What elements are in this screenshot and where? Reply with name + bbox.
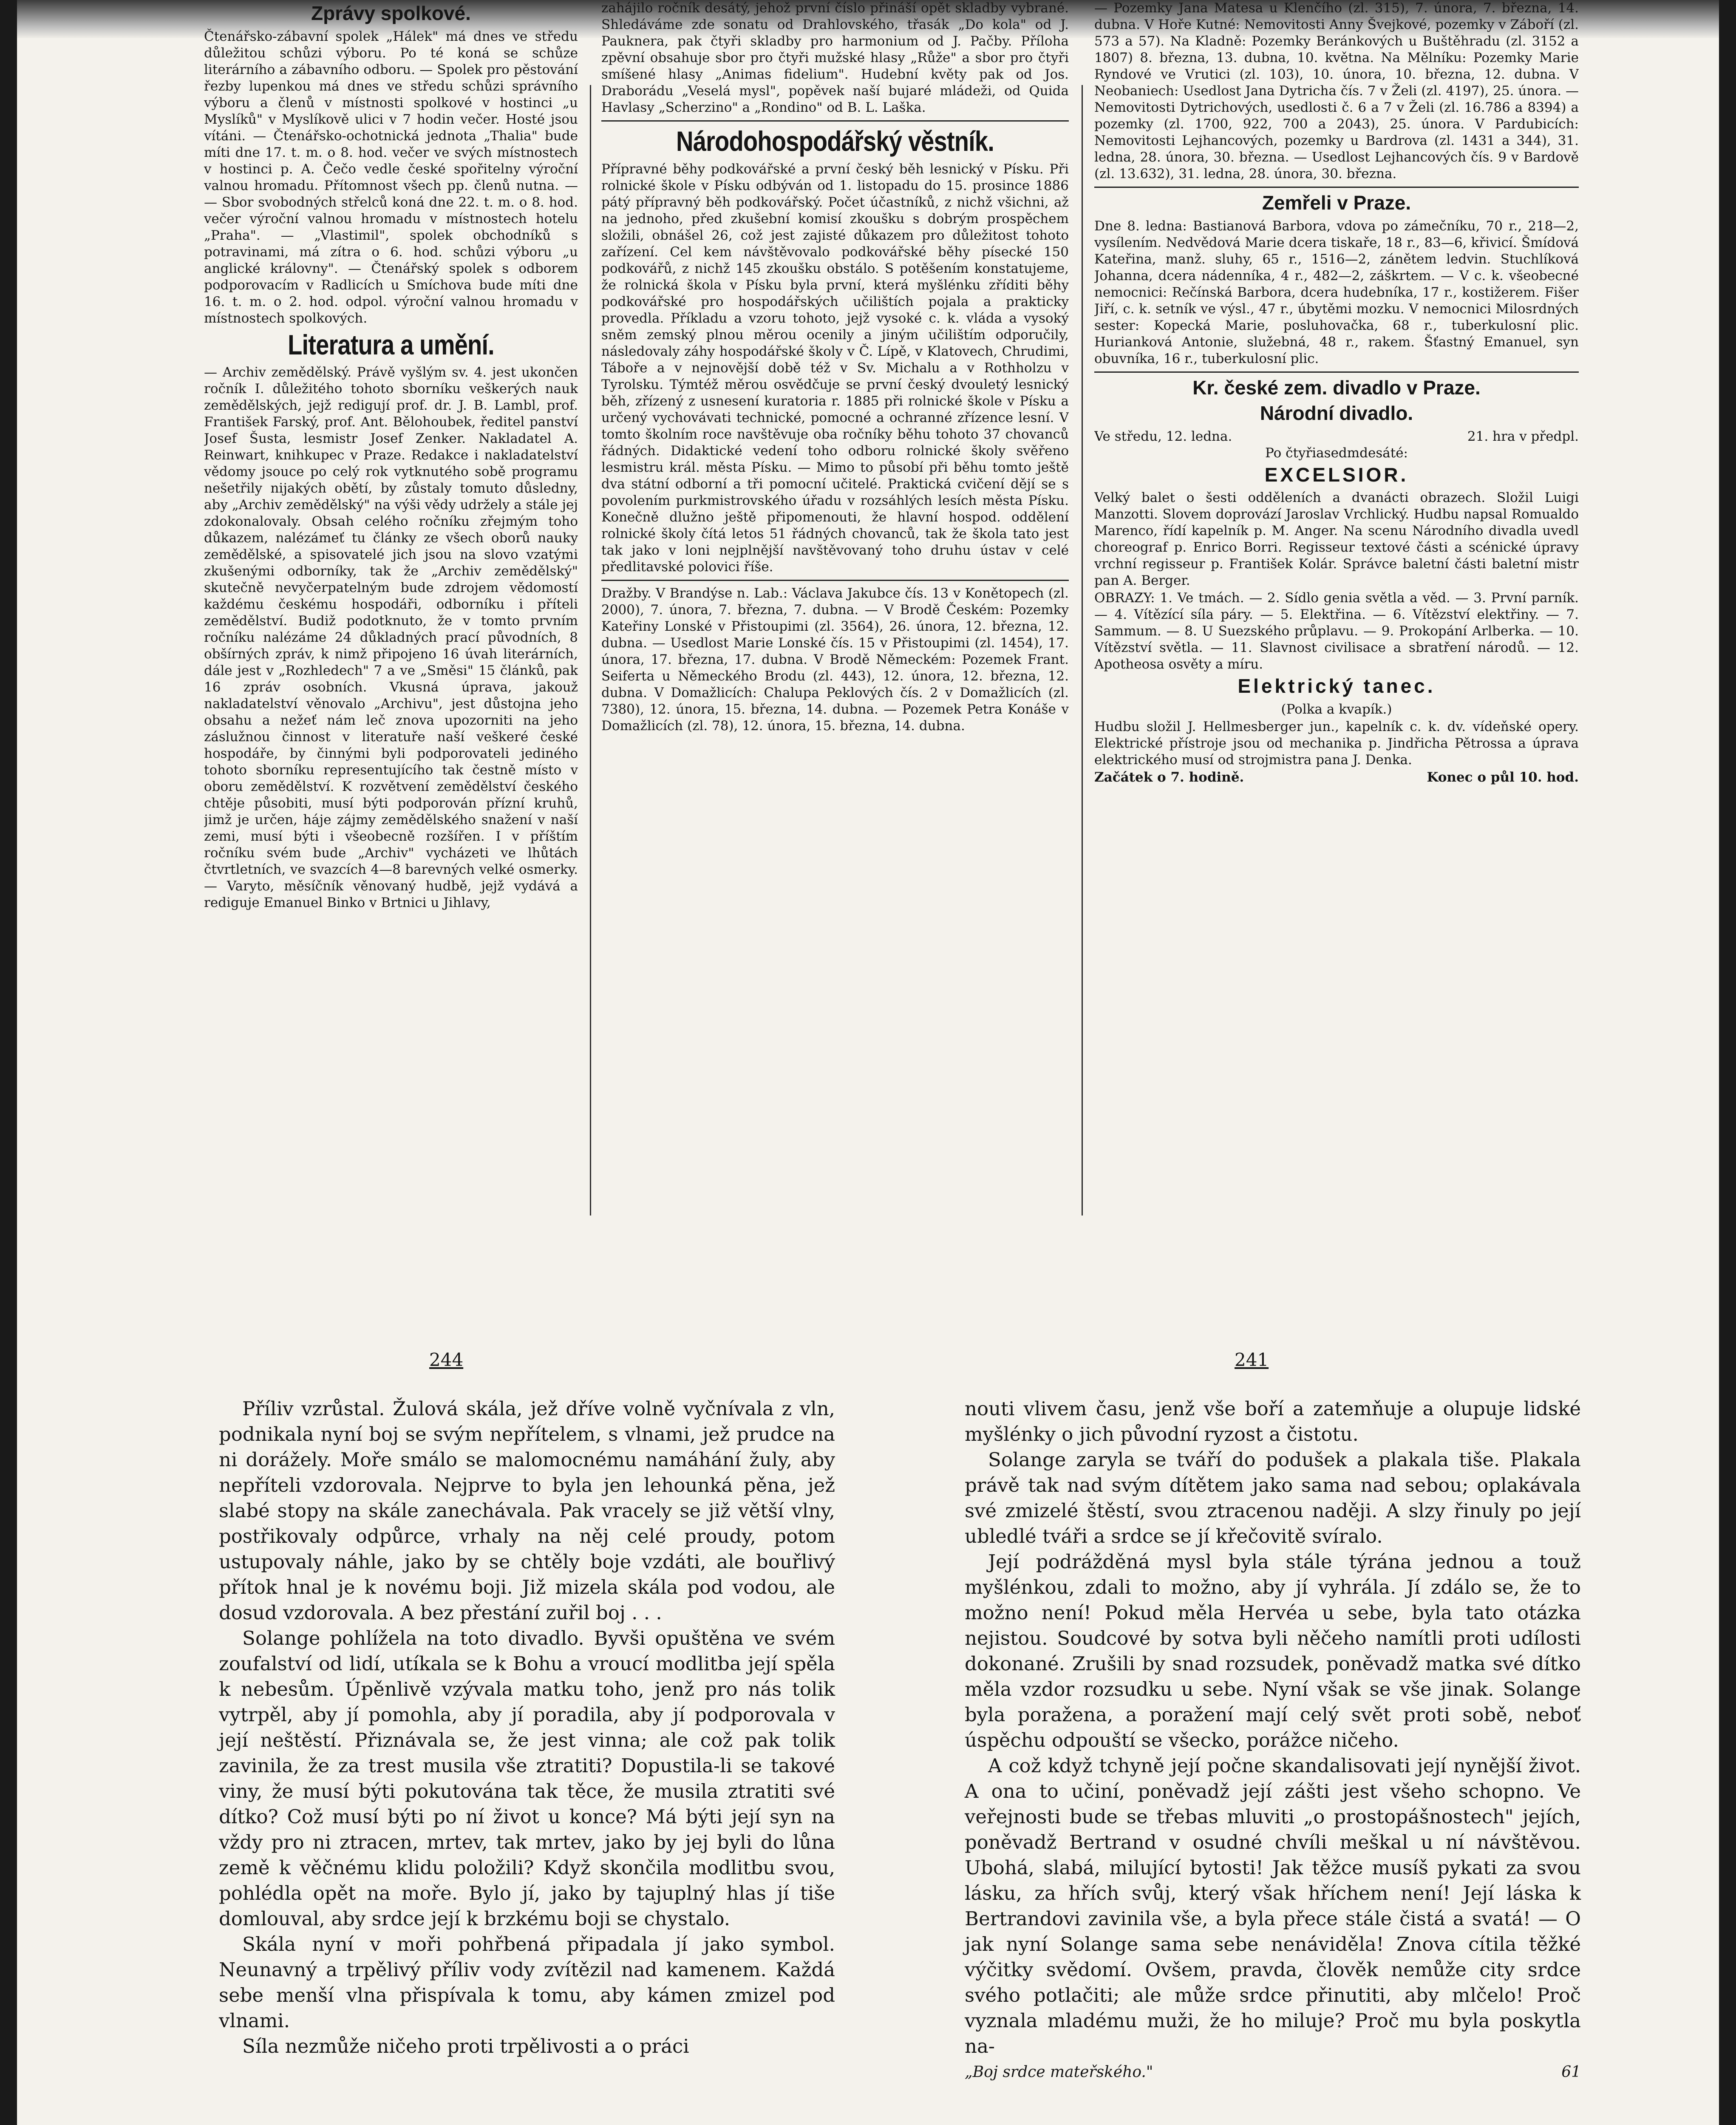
elektricky-tanec-text: Hudbu složil J. Hellmesberger jun., kapelník c. k. dv. vídeňské opery. Elektrické přístroje jsou od mechanika p. Jindřicha Pětrossa a úprava elektrického musí od strojmistra pana J. Denka. [1094, 719, 1579, 768]
divadlo-date: Ve středu, 12. ledna. [1094, 428, 1232, 444]
book-page-left [219, 1396, 835, 2059]
elektricky-tanec-subtitle: (Polka a kvapík.) [1281, 701, 1392, 717]
book-right-paragraph-2: Solange zaryla se tváří do podušek a plakala tiše. Plakala právě tak nad svým dítětem jako sama nad sebou; oplakávala své zmizelé štěstí, svou ztracenou naději. A slzy řinuly po její ubledlé tváři a srdce se jí křečovitě svíralo. [965, 1448, 1581, 1547]
divadlo-reprise: Po čtyřiasedmdesáté: [1265, 445, 1408, 461]
scan-border-left [0, 0, 17, 2125]
zemreli-text: Dne 8. ledna: Bastianová Barbora, vdova po zámečníku, 70 r., 218—2, vysílením. Nedvědová Marie dcera tiskaře, 18 r., 83—6, křivicí. Šmídová Kateřina, manž. sluhy, 65 r., 1516—2, zánětem ledvin. Stuchlíková Johanna, dcera nádenníka, 4 r., 482—2, záškrtem. — V c. k. všeobecné nemocnici: Rečínská Barbora, dcera hudebníka, 17 r., kostižerem. Fišer Jiří, c. k. setník ve výsl., 47 r., úbytěmi mozku. V nemocnici Milosrdných sester: Kopecká Marie, posluhovačka, 68 r., tuberkulosní plic. Hurianková Antonie, služebná, 48 r., rakem. Šťastný Emanuel, syn obuvníka, 16 r., tuberkulosní plic. [1094, 218, 1579, 366]
excelsior-text: Velký balet o šesti odděleních a dvanácti obrazech. Složil Luigi Manzotti. Slovem doprovází Jaroslav Vrchlický. Hudbu napsal Romualdo Marenco, řídí kapelník p. M. Anger. Na scenu Národního divadla uvedl choreograf p. Enrico Borri. Regisseur textové části a scénické úpravy vrchní regisseur p. František Kolár. Správce baletní části baletní mistr pan A. Berger. [1094, 490, 1579, 589]
column-rule-2 [1082, 85, 1083, 1216]
section-divider [1094, 187, 1579, 188]
section-divider [601, 580, 1069, 581]
zacatek: Začátek o 7. hodině. [1094, 769, 1244, 785]
book-left-paragraph-4: Síla nezmůže ničeho proti trpělivosti a o práci [242, 2035, 689, 2057]
elektricky-tanec-title: Elektrický tanec. [1238, 675, 1436, 697]
book-right-paragraph-3: Její podrážděná mysl byla stále týrána jednou a touž myšlénkou, zdali to možno, aby jí vyhrála. Jí zdálo se, že to možno není! Pokud měla Hervéa u sebe, byla tato otázka nejistou. Soudcové by sotva byli něčeho namítli proti udílosti dokonané. Zrušili by snad rozsudek, poněvadž matka své dítko měla vzdor rozsudku u sebe. Nyní však se vše jinak. Solange byla poražena, a poražení mají celý svět proti sobě, neboť úspěchu odpouští se všecko, porážce ničeho. [965, 1550, 1581, 1751]
page-number-right: 241 [1235, 1349, 1269, 1370]
newspaper-column-1 [204, 0, 578, 1126]
narodohospodarsky-text: Přípravné běhy podkovářské a první český běh lesnický v Písku. Při rolnické škole v Písku odbýván od 1. listopadu do 15. prosince 1886 pátý přípravný běh podkovářský. Počet účastníků, z nichž všichni, až na jednoho, před zkušební komisí zkoušku s dobrým prospěchem složili, obnášel 26, což jest zajisté důkazem pro důležitost tohoto zařízení. Cel kem návštěvovalo podkovářské běhy písecké 150 podkovářů, z nichž 145 zkoušku obstálo. S potěšením konstatujeme, že rolnická škola v Písku byla první, která myšlénku zříditi běhy podkovářské pro hospodářských učilištích pojala a prakticky provedla. Příkladu a vzoru tohoto, jejž vysoké c. k. vláda a vysoký sněm zemský plnou měrou ocenily a jiným učilištím odporučily, následovaly záhy hospodářské školy v Č. Lípě, v Klatovech, Chrudimi, Táboře a v nejnovější době též v Sv. Michalu a v Rothholzu v Tyrolsku. Týmtéž měrou osvědčuje se první český dvouletý lesnický běh, zřízený z usnesení kuratoria r. 1885 při rolnické škole v Písku a určený vychovávati technické, pomocné a ochranné zřízence lesní. V tomto školním roce navštěvuje oba ročníky běhu tohoto 37 chovanců řádných. Didaktické vedení toho odboru rolnické školy svěřeno lesmistru král. města Písku. — Mimo to působí při běhu tomto ještě dva státní odborní a tři pomocní učitelé. Praktická cvičení dějí se s povolením purkmistrovského úřadu v rozsáhlých lesích města Písku. Konečně dlužno ještě připomenouti, že hlavní hospod. oddělení rolnické školy čítá letos 51 řádných chovanců, tak že škola tato jest tak jako v loni nejplnější navštěvovaný toho druhu ústav v celé předlitavské polovici říše. [601, 161, 1069, 575]
book-right-paragraph-1: nouti vlivem času, jenž vše boří a zatemňuje a olupuje lidské myšlénky o jich původní ryzost a čistotu. [965, 1397, 1581, 1445]
drazby-text: Dražby. V Brandýse n. Lab.: Václava Jakubce čís. 13 v Konětopech (zl. 2000), 7. února, 7. března, 7. dubna. — V Brodě Českém: Pozemky Kateřiny Lonské v Přistoupimi (zl. 3564), 26. února, 12. března, 12. dubna. — Usedlost Marie Lonské čís. 15 v Přistoupimi (zl. 1454), 17. února, 17. března, 17. dubna. V Brodě Německém: Pozemek Frant. Seiferta u Německého Brodu (zl. 443), 12. února, 12. března, 12. dubna. V Domažlicích: Chalupa Peklových čís. 2 v Domažlicích (zl. 7380), 12. února, 15. března, 14. dubna. — Pozemek Petra Konáše v Domažlicích (zl. 78), 12. února, 15. března, 14. dubna. [601, 585, 1069, 734]
section-divider [1094, 371, 1579, 373]
book-left-paragraph-2: Solange pohlížela na toto divadlo. Byvši opuštěna ve svém zoufalství od lidí, utíkala se k Bohu a vroucí modlitba její spěla k nebesům. Úpěnlivě vzývala matku toho, jenž pro nás tolik vytrpěl, aby jí pomohla, aby jí poradila, aby jí podporovala v její neštěstí. Přiznávala se, že jest vinna; ale což pak tolik zavinila, že za trest musila vše ztratiti? Dopustila-li se takové viny, že musí býti pokutována tak těce, že musila ztratiti své dítko? Což musí býti po ní život u konce? Má býti její syn na vždy pro ni ztracen, mrtev, tak mrtev, jako by jej byli do lůna země k věčnému klidu položili? Když skončila modlitbu svou, pohlédla opět na moře. Bylo jí, jako by tajuplný hlas jí tiše domlouval, aby srdce její k brzkému boji se chystalo. [219, 1627, 835, 1930]
obrazy-text: OBRAZY: 1. Ve tmách. — 2. Sídlo genia světla a věd. — 3. První parník. — 4. Vítězící síla páry. — 5. Elektřina. — 6. Vítězství elektřiny. — 7. Sammum. — 8. U Suezského průplavu. — 9. Prokopání Arlberka. — 10. Vítězství světla. — 11. Slavnost civilisace a sbratření národů. — 12. Apotheosa osvěty a míru. [1094, 590, 1579, 672]
divadlo-heading: Kr. české zem. divadlo v Praze. [1192, 376, 1481, 399]
varyto-continuation: zahájilo ročník desátý, jehož první číslo přináší opět skladby vybrané. Shledáváme zde sonatu od Drahlovského, třasák „Do kola" od J. Pauknera, pak čtyři skladby pro harmonium od J. Pačby. Příloha zpěvní obsahuje sbor pro čtyři mužské hlasy „Růže" a sbor pro čtyři smíšené hlasy „Animas fidelium". Hudební květy pak od Jos. Draborádu „Veselá mysl", popěvek naší bujaré mládeži, od Quida Havlasy „Scherzino" a „Rondino" od B. L. Laška. [601, 0, 1069, 115]
newspaper-column-2 [601, 0, 1069, 1126]
konec: Konec o půl 10. hod. [1427, 769, 1579, 785]
newspaper-column-3 [1094, 0, 1579, 1126]
column-rule-1 [590, 85, 591, 1216]
section-divider [601, 120, 1069, 122]
narodni-divadlo-heading: Národní divadlo. [1260, 402, 1413, 425]
zpravy-spolkove-text: Čtenářsko-zábavní spolek „Hálek" má dnes ve středu důležitou schůzi výboru. Po té koná se schůze literárního a zábavního odboru. — Spolek pro pěstování řezby lupenkou má dnes ve středu schůzi správního výboru a členů v místnosti spolkové v hostinci „u Myslíků" v Myslíkově ulici v 7 hodin večer. Hosté jsou vítáni. — Čtenářsko-ochotnická jednota „Thalia" bude míti dne 17. t. m. o 8. hod. večer ve svých místnostech v hostinci p. A. Čečo vedle české spořitelny výroční valnou hromadu. Přítomnost všech pp. členů nutna. — — Sbor svobodných střelců koná dne 22. t. m. o 8. hod. večer výroční valnou hromadu v místnostech hotelu „Praha". — „Vlastimil", spolek obchodníků s potravinami, má zítra o 6. hod. schůzi výboru „u anglické královny". — Čtenářský spolek s odborem podporovacím v Radlicích u Smíchova bude míti dne 16. t. m. o 2. hod. odpol. výroční valnou hromadu v místnostech spolkových. [204, 28, 578, 326]
divadlo-predplatne: 21. hra v předpl. [1467, 428, 1579, 444]
page-number-left: 244 [429, 1349, 464, 1370]
book-left-paragraph-1: Příliv vzrůstal. Žulová skála, jež dříve volně vyčnívala z vln, podnikala nyní boj se svým nepřítelem, s vlnami, jež prudce na ni dorážely. Moře smálo se malomocnému namáhání žuly, aby nepříteli vzdorovala. Nejprve to byla jen lehounká pěna, jež slabé stopy na skále zanechávala. Pak vracely se již větší vlny, postřikovaly odpůrce, vrhaly na něj celé proudy, potom ustupovaly náhle, jako by se chtěly boje vzdáti, ale bouřlivý přítok hnal je k novému boji. Již mizela skála pod vodou, ale dosud vzdorovala. A bez přestání zuřil boj . . . [219, 1397, 835, 1624]
excelsior-title: EXCELSIOR. [1264, 463, 1409, 486]
book-right-paragraph-4: A což když tchyně její počne skandalisovati její nynější život. A ona to učiní, poněvadž její zášti jest všeho schopno. Ve veřejnosti bude se třebas mluviti „o prostopášnostech" jejích, poněvadž Bertrand v osudné chvíli meškal u ní návštěvou. Ubohá, slabá, milující bytosti! Jak těžce musíš pykati za svou lásku, za hřích svůj, který však hříchem není! Její láska k Bertrandovi zavinila vše, a byla přece stále čistá a svatá! — O jak nyní Solange sama sebe nenáviděla! Znova cítila těžké výčitky svědomí. Ovšem, pravda, člověk nemůže city srdce svého potlačiti; ale může srdce přinutiti, aby mlčelo! Proč vyznala mladému muži, že ho miluje? Proč mu byla poskytla na- [965, 1754, 1581, 2057]
zpravy-spolkove-heading: Zprávy spolkové. [311, 2, 471, 24]
zemreli-heading: Zemřeli v Praze. [1262, 192, 1411, 214]
literatura-heading: Literatura a umění. [288, 329, 494, 360]
book-footer-title: „Boj srdce mateřského." [965, 2063, 1153, 2081]
book-footer [965, 2063, 1581, 2081]
scan-border-right [1719, 0, 1736, 2125]
narodohospodarsky-heading: Národohospodářský věstník. [676, 125, 994, 157]
divadlo-time-row [1094, 769, 1579, 786]
literatura-text: — Archiv zemědělský. Právě vyšlým sv. 4. jest ukončen ročník I. důležitého tohoto sborníku veškerých nauk zemědělských, jejž redigují prof. dr. J. B. Lambl, prof. František Farský, prof. Ant. Bělohoubek, ředitel panství Josef Šusta, lesmistr Josef Zenker. Nakladatel A. Reinwart, knihkupec v Praze. Redakce i nakladatelství vědomy jsouce po celý rok vytknutého sobě programu nešetřily nijakých obětí, by zůstaly tomuto důsledny, aby „Archiv zemědělský" na výši vědy udržely a stále jej zdokonalovaly. Obsah celého ročníku zřejmým toho důkazem, nalézámeť tu články ze všech oborů nauky zemědělské, a spisovatelé jich jsou na slovo vzatými zkušenými odborníky, tak že „Archiv zemědělský" skutečně nevyčerpatelným bude zdrojem vědomostí každému českému hospodáři, odborníku i příteli zemědělství. Budiž podotknuto, že v tomto prvním ročníku nalézáme 24 důkladných prací původních, 8 obšírných zpráv, k nimž připojeno 16 úvah literárních, dále jest v „Rozhledech" 7 a ve „Směsi" 15 článků, pak 16 zpráv osobních. Vkusná úprava, jakouž nakladatelství věnovalo „Archivu", jest důstojna jeho obsahu a nežeť nám leč znova upozorniti na jeho záslužnou činnost v literatuře naší veškeré české hospodáře, by činnými byli podporovateli jediného tohoto sborníku representujícího tak čestně místo v oboru zemědělství. K rozvětvení zemědělství českého chtěje působiti, musí býti podporován přízní kruhů, jimž je určen, háje zájmy zemědělského snažení v naší zemi, musí býti i všeobecně rozšířen. I v příštím ročníku svém bude „Archiv" vycházeti ve lhůtách čtvrtletních, ve svazcích 4—8 barevných velké osmerky. — Varyto, měsíčník věnovaný hudbě, jejž vydává a rediguje Emanuel Binko v Brtnici u Jihlavy, [204, 365, 578, 911]
book-footer-signature: 61 [1561, 2063, 1581, 2081]
book-left-paragraph-3: Skála nyní v moři pohřbená připadala jí jako symbol. Neunavný a trpělivý příliv vody zvítězil nad kamenem. Každá sebe menší vlna přispívala k tomu, aby kámen zmizel pod vlnami. [219, 1933, 835, 2032]
drazby-continuation: — Pozemky Jana Matesa u Klenčího (zl. 315), 7. února, 7. března, 14. dubna. V Hoře Kutné: Nemovitosti Anny Švejkové, pozemky v Záboří (zl. 573 a 57). Na Kladně: Pozemky Beránkových u Buštěhradu (zl. 3152 a 1807) 8. března, 13. dubna, 10. května. Na Mělníku: Pozemky Marie Ryndové ve Vrutici (zl. 103), 10. února, 10. března, 12. dubna. V Neobaniech: Usedlost Jana Dytricha čís. 7 v Želi (zl. 4197), 25. února. — Nemovitosti Dytrichových, usedlosti č. 6 a 7 v Želi (zl. 16.786 a 8394) a pozemky (zl. 1700, 922, 700 a 2043), 25. února. V Pardubicích: Nemovitosti Lejhancových, pozemky u Bardrova (zl. 1431 a 344), 31. ledna, 28. února, 30. března. — Usedlost Lejhancových čís. 9 v Bardově (zl. 13.632), 31. ledna, 28. února, 30. března. [1094, 0, 1579, 181]
divadlo-date-row [1094, 428, 1579, 445]
book-page-right [965, 1396, 1581, 2081]
